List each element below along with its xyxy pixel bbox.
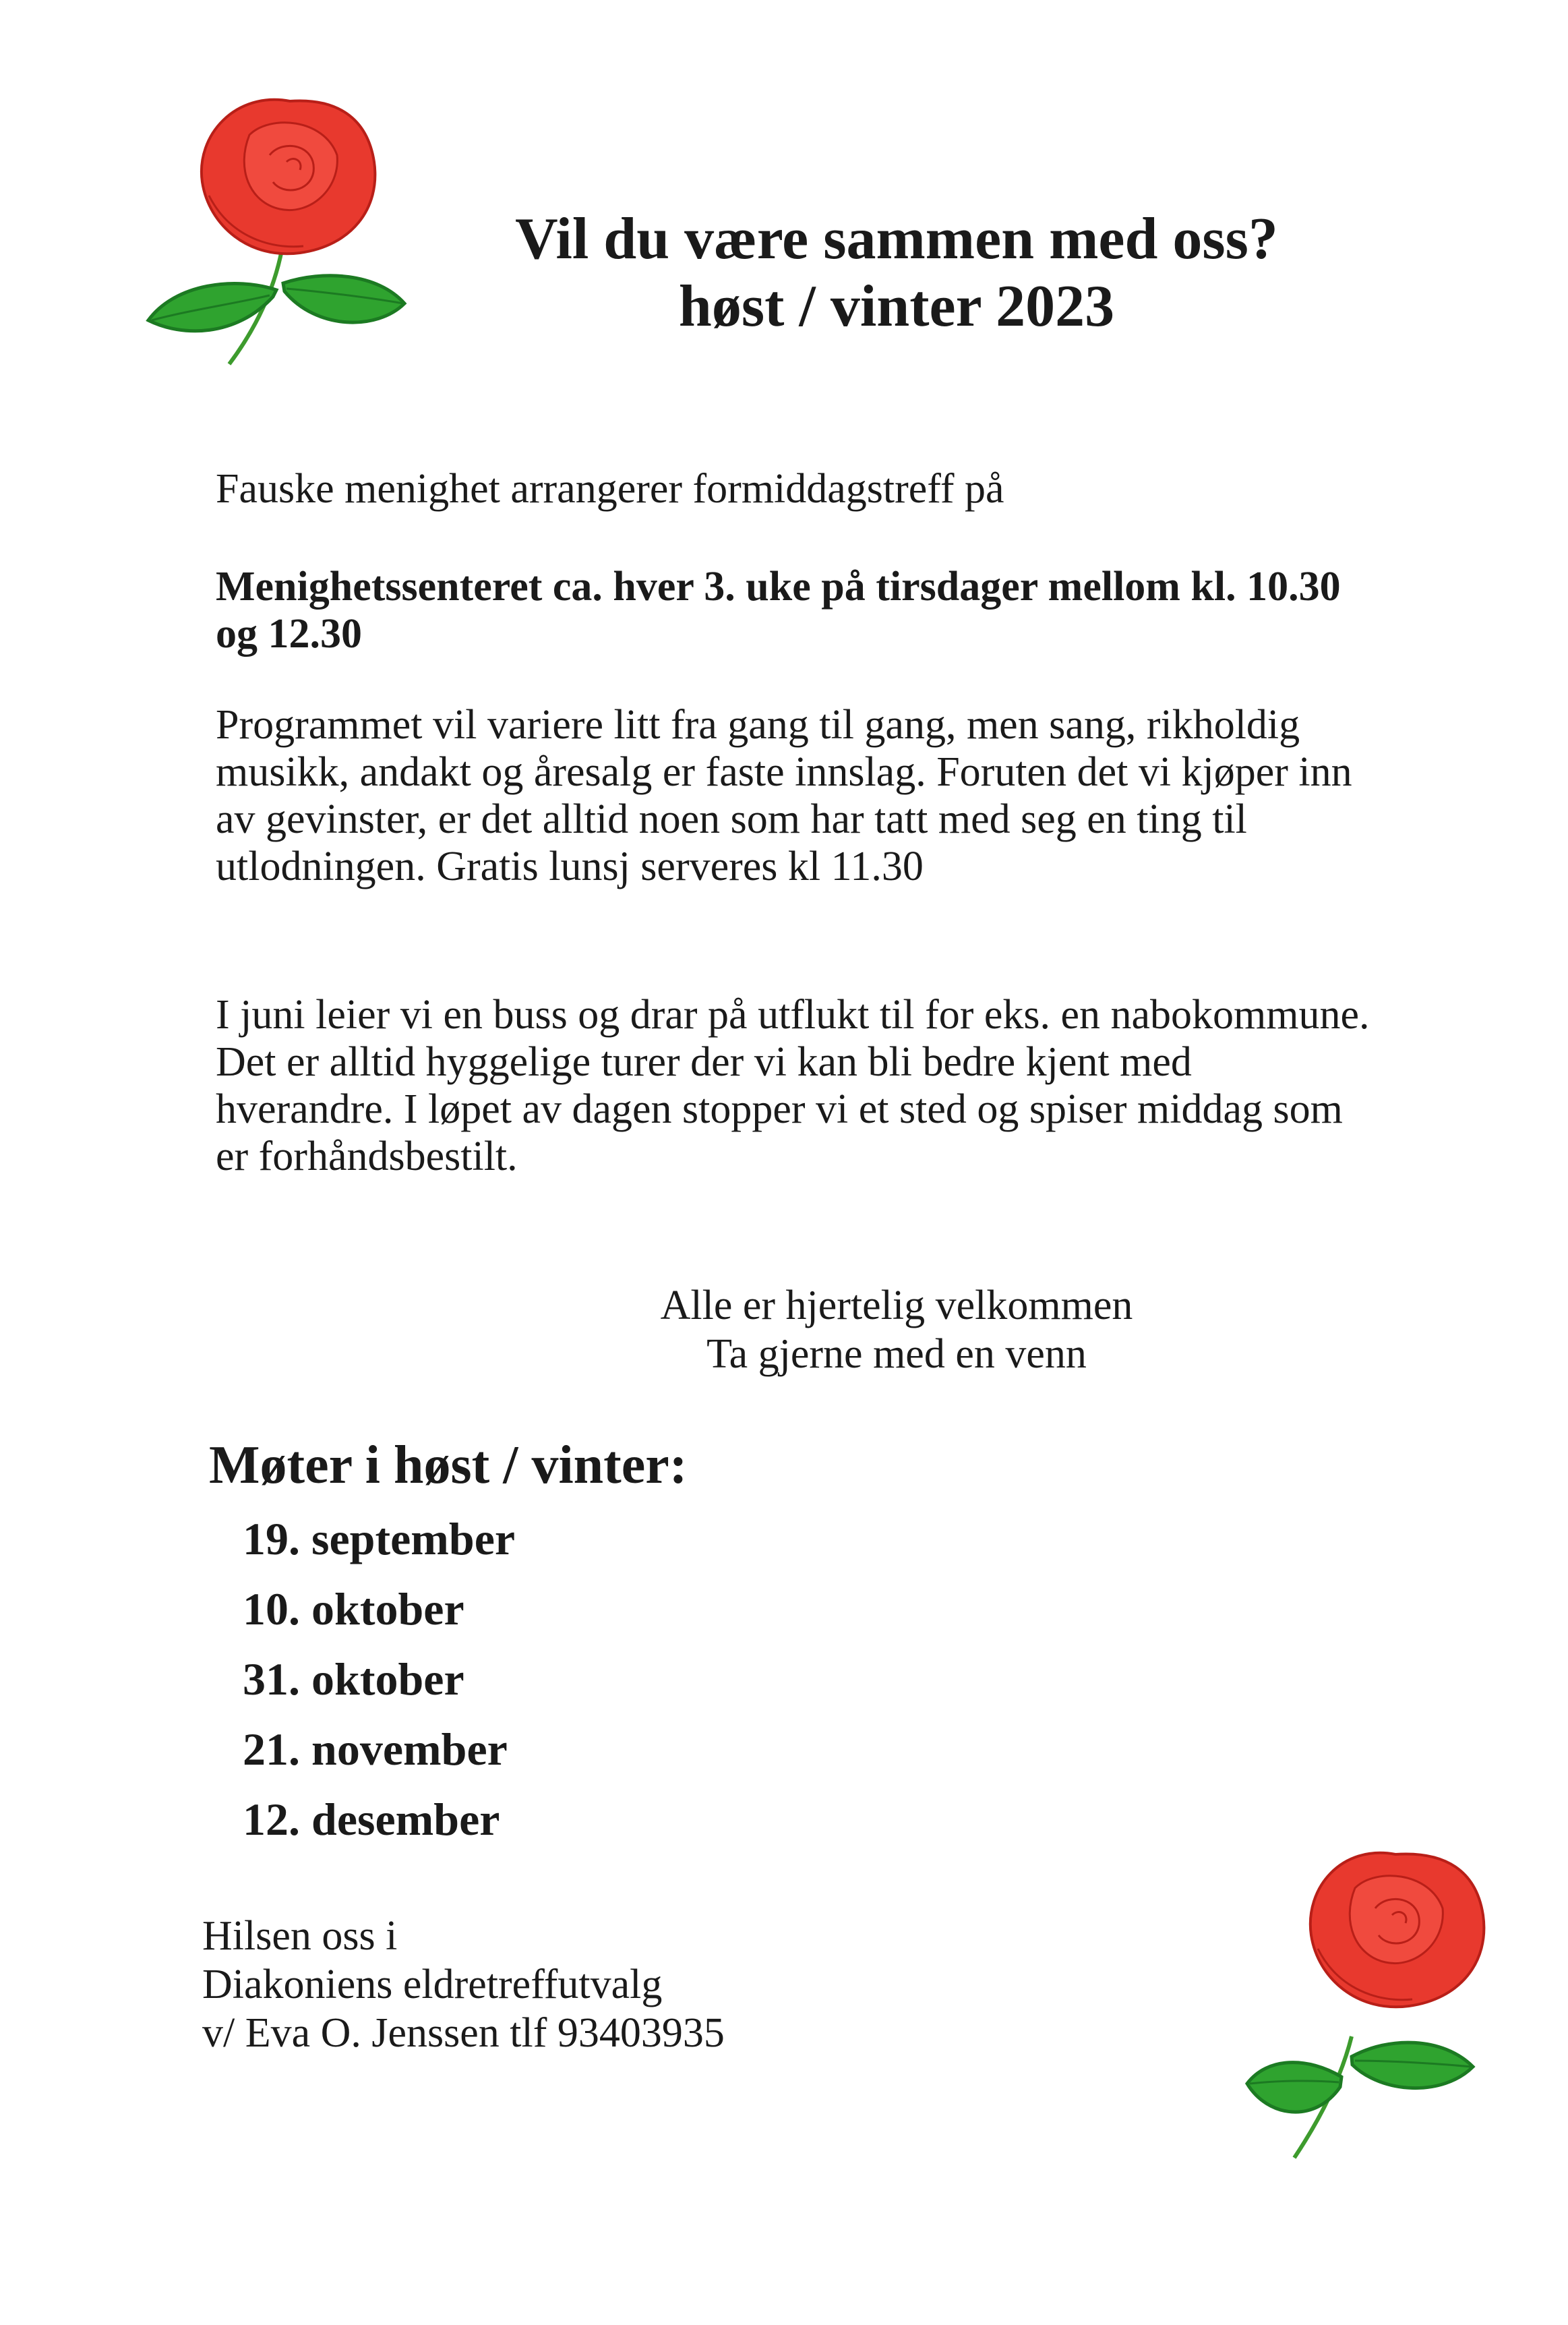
program-text: Programmet vil variere litt fra gang til gang, men sang, rikholdig musikk, andakt og åresalg er faste innslag. Foruten det vi kjøper inn av gevinster, er det alltid noen som har tatt med seg en ting til utlodningen. Gratis lunsj serveres kl 11.30 (216, 702, 1352, 889)
page-subtitle: høst / vinter 2023 (678, 274, 1115, 339)
schedule-text: Menighetssenteret ca. hver 3. uke på tirsdager mellom kl. 10.30 og 12.30 (216, 564, 1341, 657)
page-title: Vil du være sammen med oss? (515, 206, 1278, 272)
meeting-date: 31. oktober (243, 1653, 464, 1705)
welcome-text: Alle er hjertelig velkommen (660, 1283, 1133, 1328)
signoff-greeting: Hilsen oss i (202, 1913, 398, 1959)
meeting-date: 10. oktober (243, 1583, 464, 1635)
signoff-committee: Diakoniens eldretreffutvalg (202, 1962, 663, 2007)
meeting-date: 12. desember (243, 1794, 500, 1845)
meetings-heading: Møter i høst / vinter: (209, 1436, 688, 1495)
meeting-date: 21. november (243, 1724, 508, 1775)
intro-text: Fauske menighet arrangerer formiddagstreff på (216, 466, 1004, 512)
signoff (202, 1912, 725, 2057)
bring-friend-text: Ta gjerne med en venn (706, 1331, 1087, 1377)
meeting-dates-list (243, 1504, 515, 1854)
signoff-contact: v/ Eva O. Jenssen tlf 93403935 (202, 2010, 725, 2056)
meeting-date: 19. september (243, 1513, 516, 1564)
rose-icon (1240, 1834, 1530, 2171)
trip-text: I juni leier vi en buss og drar på utflukt til for eks. en nabokommune. Det er alltid hyggelige turer der vi kan bli bedre kjent med hverandre. I løpet av dagen stopper vi et sted og spiser middag som er forhåndsbestilt. (216, 992, 1370, 1179)
